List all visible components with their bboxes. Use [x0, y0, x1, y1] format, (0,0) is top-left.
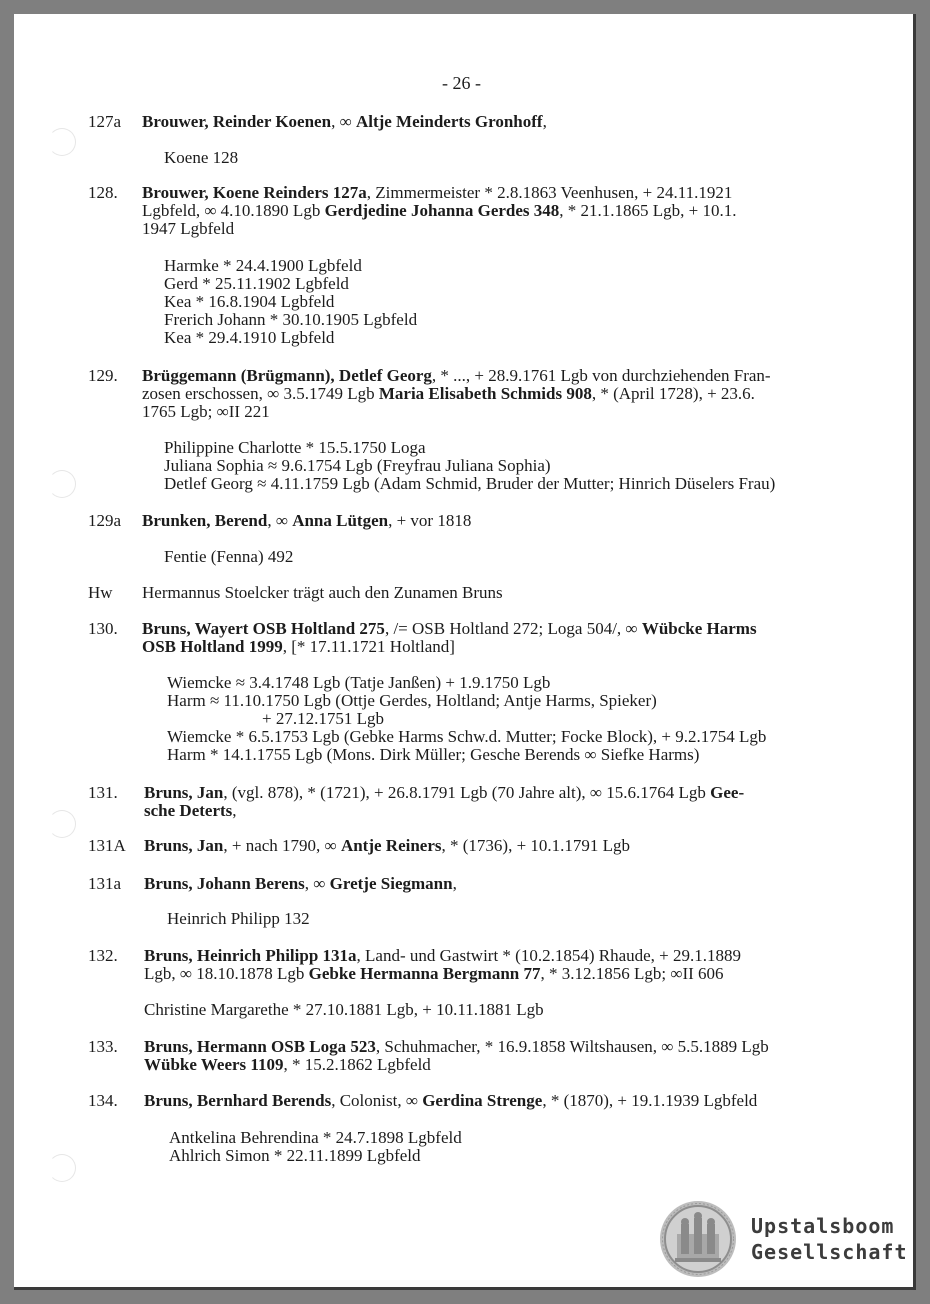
child-line: Fentie (Fenna) 492 [164, 547, 294, 566]
entry-line: Bruns, Hermann OSB Loga 523, Schuhmacher, * 16.9.1858 Wiltshausen, ∞ 5.5.1889 Lgb [144, 1037, 769, 1056]
punch-hole [48, 810, 76, 838]
child-line: Harmke * 24.4.1900 Lgbfeld [164, 256, 362, 275]
seal-logo [659, 1200, 737, 1278]
child-line: Koene 128 [164, 148, 239, 167]
logo-text-line2: Gesellschaft [751, 1240, 908, 1264]
entry-line: 1947 Lgbfeld [142, 219, 235, 238]
entry-number: 133. [88, 1037, 118, 1056]
logo-text-line1: Upstalsboom [751, 1214, 895, 1238]
entry-line: Bruns, Bernhard Berends, Colonist, ∞ Gerdina Strenge, * (1870), + 19.1.1939 Lgbfeld [144, 1091, 758, 1110]
document-page [14, 14, 916, 1290]
entry-line: Bruns, Jan, + nach 1790, ∞ Antje Reiners, * (1736), + 10.1.1791 Lgb [144, 836, 631, 855]
entry-number: 132. [88, 946, 118, 965]
child-line: Harm ≈ 11.10.1750 Lgb (Ottje Gerdes, Holtland; Antje Harms, Spieker) [167, 691, 657, 710]
entry-number: 131A [88, 836, 126, 855]
entry-line: Brouwer, Koene Reinders 127a, Zimmermeister * 2.8.1863 Veenhusen, + 24.11.1921 [142, 183, 733, 202]
child-line: + 27.12.1751 Lgb [262, 709, 384, 728]
entry-line: Brunken, Berend, ∞ Anna Lütgen, + vor 1818 [142, 511, 472, 530]
entry-number: 128. [88, 183, 118, 202]
child-line: Wiemcke * 6.5.1753 Lgb (Gebke Harms Schw.d. Mutter; Focke Block), + 9.2.1754 Lgb [167, 727, 767, 746]
entry-line: zosen erschossen, ∞ 3.5.1749 Lgb Maria Elisabeth Schmids 908, * (April 1728), + 23.6. [142, 384, 755, 403]
child-line: Harm * 14.1.1755 Lgb (Mons. Dirk Müller; Gesche Berends ∞ Siefke Harms) [167, 745, 700, 764]
entry-number: 129a [88, 511, 122, 530]
entry-line: Brüggemann (Brügmann), Detlef Georg, * ..., + 28.9.1761 Lgb von durchziehenden Fran- [142, 366, 771, 385]
entry-number: 129. [88, 366, 118, 385]
child-line: Philippine Charlotte * 15.5.1750 Loga [164, 438, 426, 457]
entry-number: 127a [88, 112, 122, 131]
child-line: Wiemcke ≈ 3.4.1748 Lgb (Tatje Janßen) + 1.9.1750 Lgb [167, 673, 551, 692]
child-line: Kea * 16.8.1904 Lgbfeld [164, 292, 335, 311]
child-line: Kea * 29.4.1910 Lgbfeld [164, 328, 335, 347]
child-line: Heinrich Philipp 132 [167, 909, 310, 928]
entry-line: Hermannus Stoelcker trägt auch den Zunamen Bruns [142, 583, 503, 602]
entry-line: Lgb, ∞ 18.10.1878 Lgb Gebke Hermanna Bergmann 77, * 3.12.1856 Lgb; ∞II 606 [144, 964, 724, 983]
child-line: Christine Margarethe * 27.10.1881 Lgb, + 10.11.1881 Lgb [144, 1000, 544, 1019]
entry-line: Bruns, Wayert OSB Holtland 275, /= OSB Holtland 272; Loga 504/, ∞ Wübcke Harms [142, 619, 757, 638]
entry-number: 131. [88, 783, 118, 802]
entry-line: Wübke Weers 1109, * 15.2.1862 Lgbfeld [144, 1055, 431, 1074]
child-line: Antkelina Behrendina * 24.7.1898 Lgbfeld [169, 1128, 462, 1147]
punch-hole [48, 128, 76, 156]
child-line: Ahlrich Simon * 22.11.1899 Lgbfeld [169, 1146, 421, 1165]
entry-number: 130. [88, 619, 118, 638]
entry-line: Bruns, Johann Berens, ∞ Gretje Siegmann, [144, 874, 457, 893]
page-number: - 26 - [442, 73, 481, 93]
entry-line: sche Deterts, [144, 801, 237, 820]
entry-line: Lgbfeld, ∞ 4.10.1890 Lgb Gerdjedine Johanna Gerdes 348, * 21.1.1865 Lgb, + 10.1. [142, 201, 737, 220]
entry-number: Hw [88, 583, 113, 602]
child-line: Juliana Sophia ≈ 9.6.1754 Lgb (Freyfrau Juliana Sophia) [164, 456, 551, 475]
child-line: Frerich Johann * 30.10.1905 Lgbfeld [164, 310, 418, 329]
entry-number: 131a [88, 874, 122, 893]
child-line: Gerd * 25.11.1902 Lgbfeld [164, 274, 349, 293]
entry-line: Brouwer, Reinder Koenen, ∞ Altje Meinderts Gronhoff, [142, 112, 547, 131]
child-line: Detlef Georg ≈ 4.11.1759 Lgb (Adam Schmid, Bruder der Mutter; Hinrich Düselers Frau) [164, 474, 776, 493]
entry-line: Bruns, Heinrich Philipp 131a, Land- und Gastwirt * (10.2.1854) Rhaude, + 29.1.1889 [144, 946, 742, 965]
punch-hole [48, 470, 76, 498]
entry-line: OSB Holtland 1999, [* 17.11.1721 Holtland] [142, 637, 455, 656]
entry-number: 134. [88, 1091, 118, 1110]
entry-line: 1765 Lgb; ∞II 221 [142, 402, 270, 421]
punch-hole [48, 1154, 76, 1182]
entry-line: Bruns, Jan, (vgl. 878), * (1721), + 26.8.1791 Lgb (70 Jahre alt), ∞ 15.6.1764 Lgb Gee- [144, 783, 745, 802]
